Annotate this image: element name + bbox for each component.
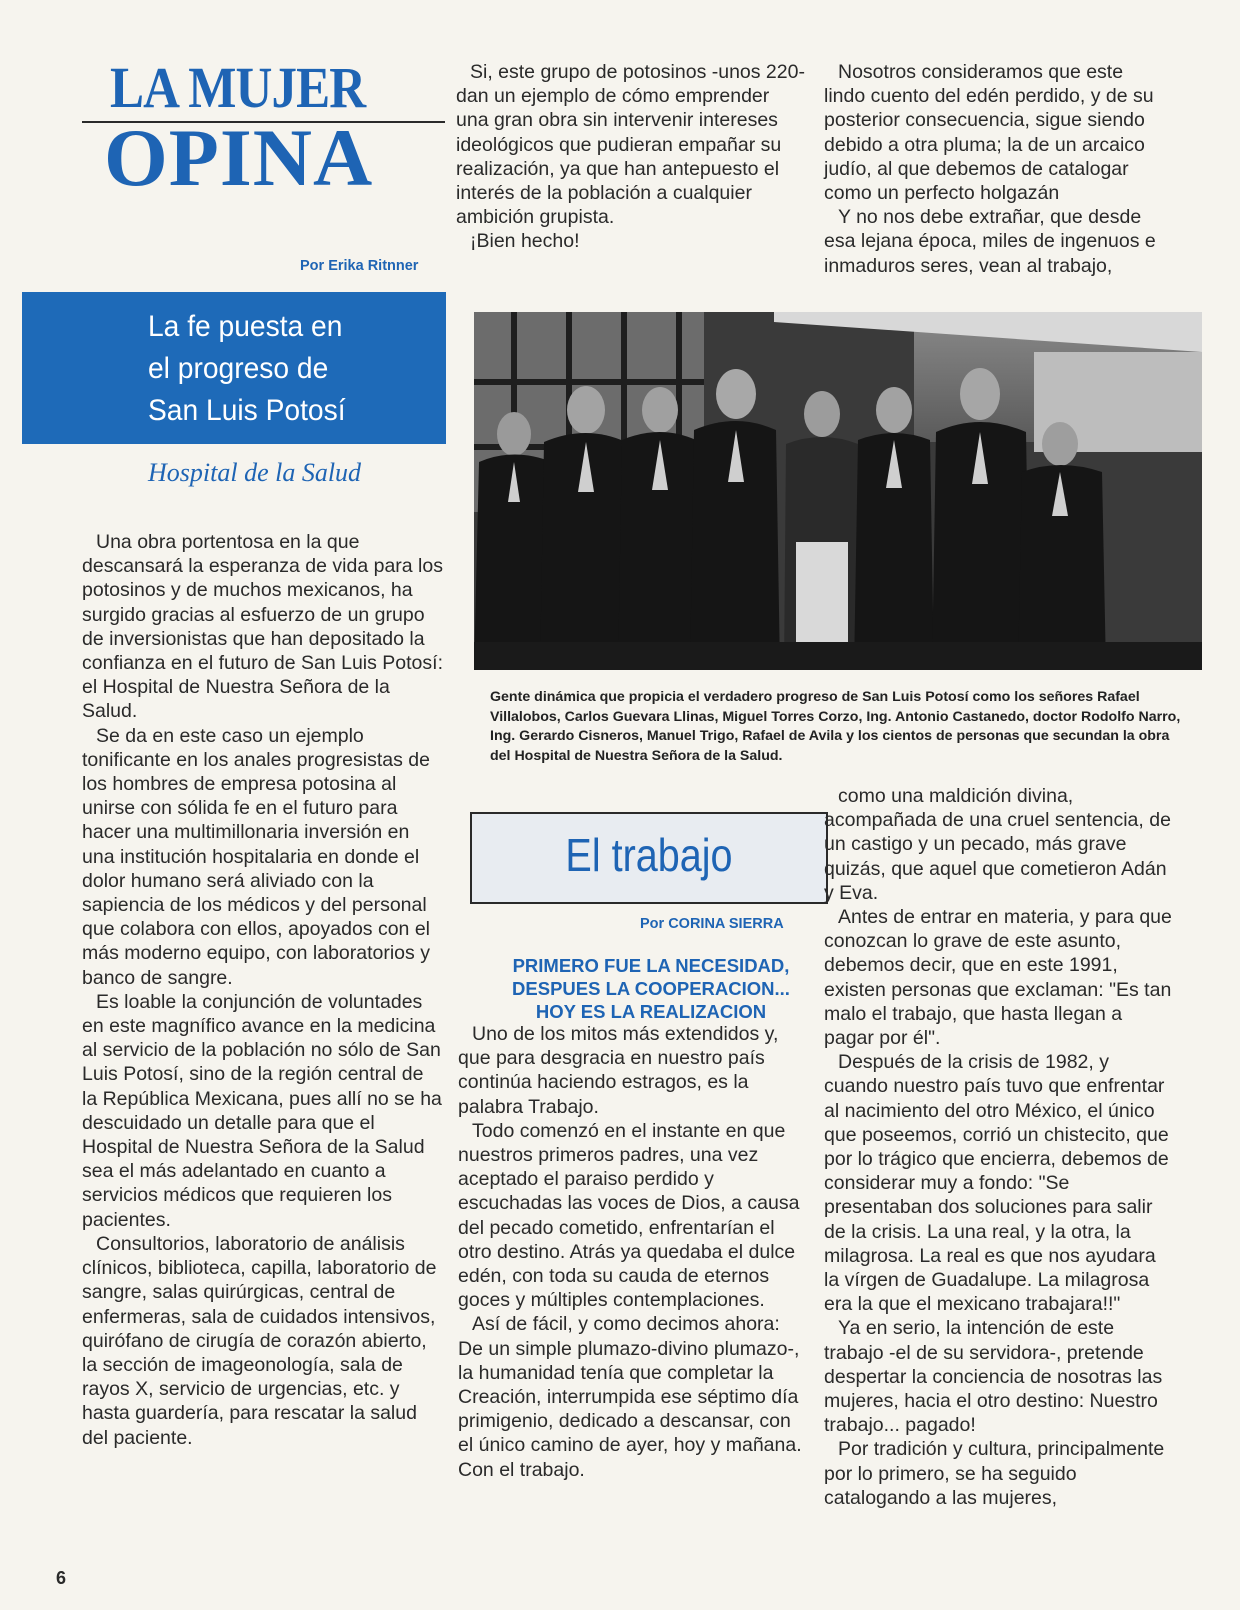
- paragraph: Nosotros consideramos que este lindo cuento del edén perdido, y de su posterior consecuencia, sigue siendo debido a otra pluma; la de un arcaico judío, al que debemos de catalogar como un perfecto holgazán: [824, 61, 1154, 205]
- paragraph: Una obra portentosa en la que descansará la esperanza de vida para los potosinos y de muchos mexicanos, ha surgido gracias al esfuerzo de un grupo de inversionistas que han depositado la confianza en el futuro de San Luis Potosí: el Hospital de Nuestra Señora de la Salud.: [82, 531, 443, 723]
- paragraph: Por tradición y cultura, principalmente por lo primero, se ha seguido catalogando a las mujeres,: [824, 1438, 1165, 1509]
- kicker-line: HOY ES LA REALIZACION: [535, 1001, 767, 1022]
- paragraph: Todo comenzó en el instante en que nuestros primeros padres, una vez aceptado el paraiso perdido y escuchadas las voces de Dios, a causa del pecado cometido, enfrentarían el otro destino. Atrás ya quedaba el dulce edén, con toda su cauda de eternos goces y múltiples contemplaciones.: [458, 1119, 800, 1312]
- paragraph: Después de la crisis de 1982, y cuando nuestro país tuvo que enfrentar al nacimiento del otro México, el único que poseemos, corrió un chistecito, que por lo trágico que encierra, debemos de considerar muy a fondo: "Se presentaban dos soluciones para salir de la crisis. La una real, y la otra, la milagrosa. La real es que nos ayudara la vírgen de Guadalupe. La milagrosa era la que el mexicano trabajara!!": [824, 1051, 1169, 1316]
- headline-line: La fe puesta en: [148, 310, 343, 343]
- headline-line: San Luis Potosí: [148, 394, 346, 427]
- article1-top-middle-column: [456, 60, 806, 254]
- article1-headline: [148, 306, 421, 432]
- paragraph: ¡Bien hecho!: [470, 230, 580, 253]
- masthead-line-2: OPINA: [104, 112, 374, 203]
- article2-byline: Por CORINA SIERRA: [640, 916, 784, 932]
- paragraph: Uno de los mitos más extendidos y, que para desgracia en nuestro país continúa haciendo estragos, es la palabra Trabajo.: [458, 1023, 779, 1118]
- group-photo-image: [474, 312, 1202, 670]
- article2-right-column: [824, 784, 1176, 1510]
- paragraph: Ya en serio, la intención de este trabajo -el de su servidora-, pretende despertar la conciencia de nosotras las mujeres, hacia el otro destino: Nuestro trabajo... pagado!: [824, 1317, 1163, 1437]
- article2-title-box: [470, 812, 828, 904]
- article1-headline-box: [22, 292, 446, 444]
- article1-byline: Por Erika Ritnner: [300, 258, 419, 274]
- article2-title: El trabajo: [565, 829, 733, 881]
- paragraph: Es loable la conjunción de voluntades en este magnífico avance en la medicina al servicio de la población no sólo de San Luis Potosí, sino de la región central de la República Mexicana, pues allí no se ha descuidado un detalle para que el Hospital de Nuestra Señora de la Salud sea el más adelantado en cuanto a servicios médicos que requieren los pacientes.: [82, 990, 442, 1231]
- paragraph: Y no nos debe extrañar, que desde esa lejana época, miles de ingenuos e inmaduros seres, vean al trabajo,: [824, 206, 1156, 277]
- paragraph: Consultorios, laboratorio de análisis clínicos, biblioteca, capilla, laboratorio de sangre, salas quirúrgicas, central de enfermeras, sala de cuidados intensivos, quirófano de cirugía de corazón abierto, la sección de imageonología, sala de rayos X, servicio de urgencias, etc. y hasta guardería, para rescatar la salud del paciente.: [82, 1232, 437, 1449]
- photo-caption: Gente dinámica que propicia el verdadero progreso de San Luis Potosí como los señores Rafael Villalobos, Carlos Guevara Llinas, Miguel Torres Corzo, Ing. Antonio Castanedo, doctor Rodolfo Narro, Ing. Gerardo Cisneros, Manuel Trigo, Rafael de Avila y los cientos de personas que secundan la obra del Hospital de Nuestra Señora de la Salud.: [490, 689, 1181, 764]
- kicker-line: DESPUES LA COOPERACION...: [512, 978, 790, 999]
- article2-middle-column: [458, 1022, 810, 1482]
- article1-subhead: Hospital de la Salud: [148, 458, 362, 487]
- article2-top-right-column: [824, 60, 1168, 278]
- paragraph: Antes de entrar en materia, y para que conozcan lo grave de este asunto, debemos decir, que en este 1991, existen personas que exclaman: "Es tan malo el trabajo, que hasta llegan a pagar por él".: [824, 906, 1172, 1050]
- group-photo: [474, 312, 1202, 670]
- headline-line: el progreso de: [148, 352, 329, 385]
- article2-kicker: [470, 954, 832, 1023]
- paragraph: Así de fácil, y como decimos ahora: De un simple plumazo-divino plumazo-, la humanidad tenía que completar la Creación, interrumpida ese séptimo día primigenio, dedicado a descansar, con el único camino de ayer, hoy y mañana. Con el trabajo.: [458, 1313, 802, 1481]
- article1-left-column: [82, 530, 444, 1450]
- paragraph: Se da en este caso un ejemplo tonificante en los anales progresistas de los hombres de empresa potosina al unirse con sólida fe en el futuro para hacer una multimillonaria inversión en una institución hospitalaria en donde el dolor humano será aliviado con la sapiencia de los médicos y del personal que colabora con ellos, apoyados con el más moderno equipo, con laboratorios y banco de sangre.: [82, 724, 430, 989]
- paragraph: Si, este grupo de potosinos -unos 220- dan un ejemplo de cómo emprender una gran obra sin intervenir intereses ideológicos que pudieran empañar su realización, ya que han antepuesto el interés de la población a cualquier ambición grupista.: [456, 61, 805, 229]
- page-number: 6: [56, 1568, 67, 1588]
- masthead-line-1: LA MUJER: [110, 55, 366, 120]
- kicker-line: PRIMERO FUE LA NECESIDAD,: [512, 955, 790, 976]
- paragraph: como una maldición divina, acompañada de una cruel sentencia, de un castigo y un pecado, más grave quizás, que aquel que cometieron Adán y Eva.: [824, 785, 1171, 904]
